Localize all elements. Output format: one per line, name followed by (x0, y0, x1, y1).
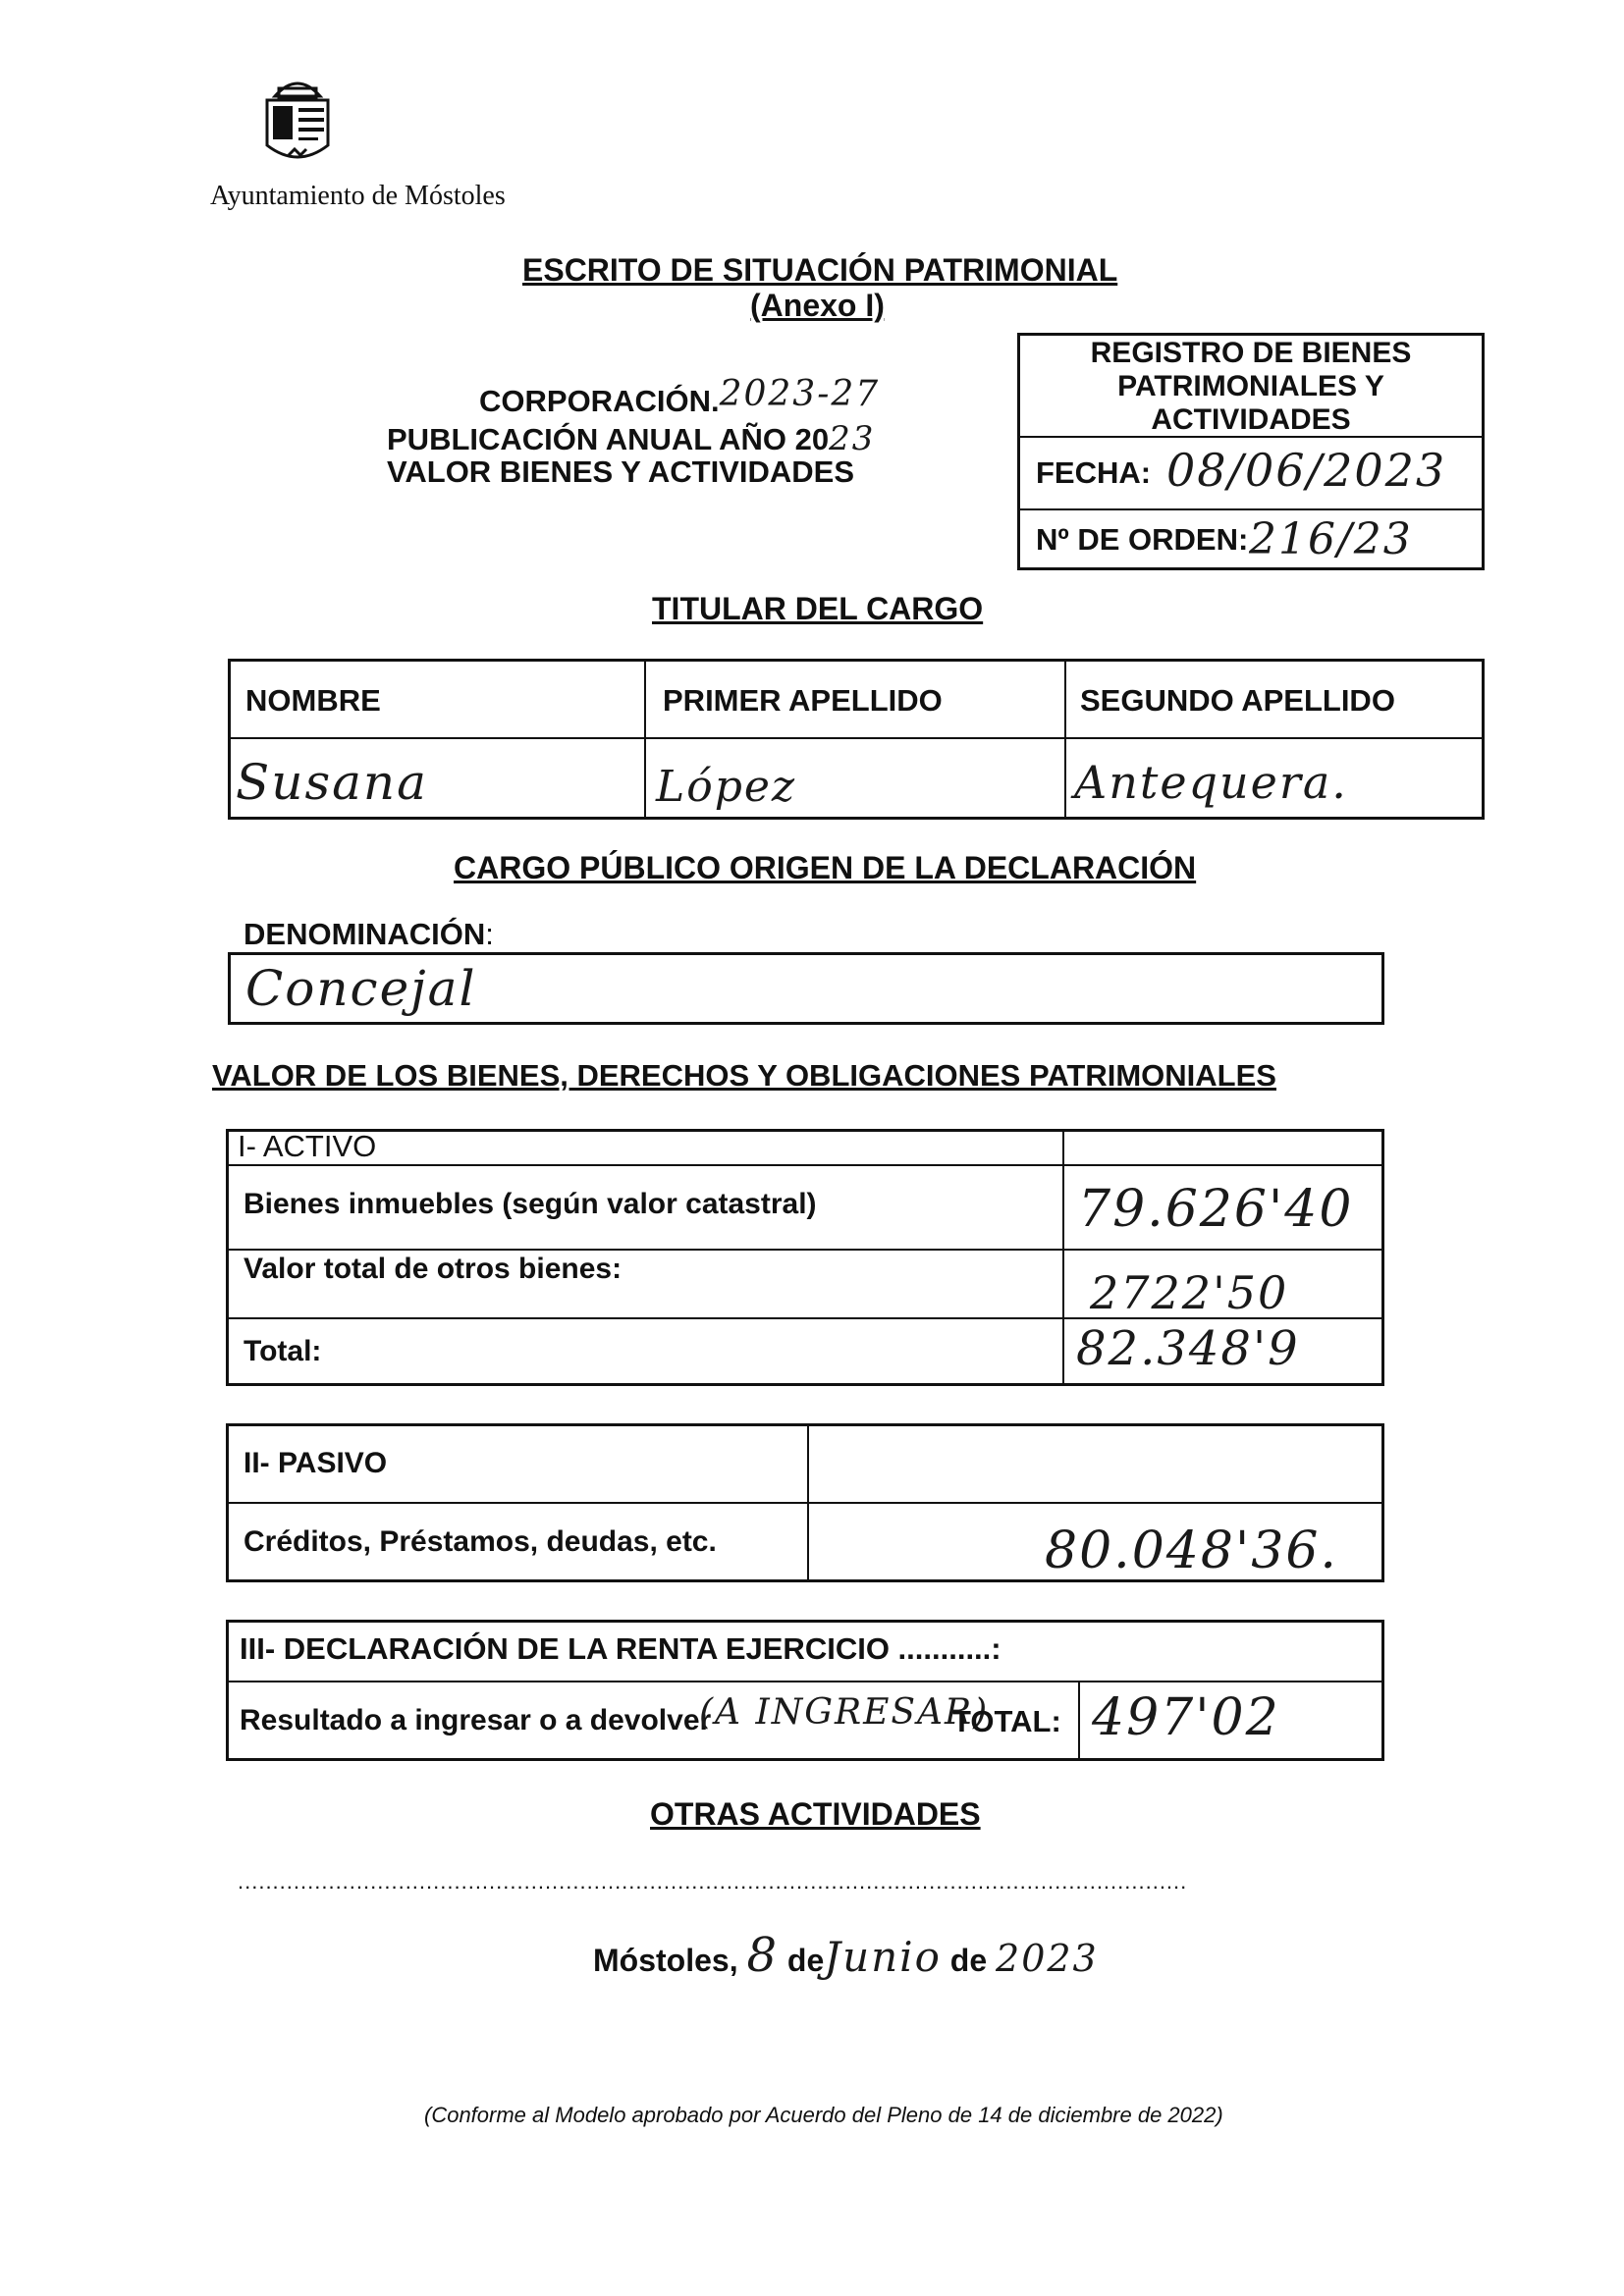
denominacion-value: Concejal (245, 960, 477, 1017)
holder-section-title: TITULAR DEL CARGO (652, 591, 984, 626)
corporation-value: 2023-27 (719, 374, 881, 414)
creditos-value: 80.048'36. (1045, 1522, 1338, 1580)
pasivo-title: II- PASIVO (244, 1447, 388, 1479)
organization-name: Ayuntamiento de Móstoles (210, 181, 506, 211)
signature-de1: de (786, 1943, 825, 1978)
values-section-title: VALOR DE LOS BIENES, DERECHOS Y OBLIGACIONES PATRIMONIALES (212, 1058, 1276, 1093)
total-activo-value: 82.348'9 (1076, 1321, 1300, 1376)
inmuebles-label: Bienes inmuebles (según valor catastral) (244, 1188, 817, 1220)
denominacion-label: DENOMINACIÓN (244, 917, 486, 951)
renta-total-value: 497'02 (1092, 1688, 1280, 1747)
col-primer-apellido: PRIMER APELLIDO (663, 683, 943, 718)
footer-note: (Conforme al Modelo aprobado por Acuerdo del Pleno de 14 de diciembre de 2022) (424, 2103, 1223, 2127)
document-title: ESCRITO DE SITUACIÓN PATRIMONIAL (522, 252, 1118, 288)
office-section-title: CARGO PÚBLICO ORIGEN DE LA DECLARACIÓN (454, 850, 1197, 885)
signature-de2: de (949, 1943, 988, 1978)
publication-year: 23 (829, 419, 876, 458)
registry-title: REGISTRO DE BIENES PATRIMONIALES Y ACTIVIDADES (1090, 337, 1412, 436)
orden-label: Nº DE ORDEN: (1036, 522, 1249, 557)
otros-label: Valor total de otros bienes: (244, 1253, 623, 1285)
other-section-title: OTRAS ACTIVIDADES (650, 1796, 981, 1832)
publication-line (387, 419, 875, 458)
creditos-label: Créditos, Préstamos, deudas, etc. (244, 1525, 717, 1558)
renta-title: III- DECLARACIÓN DE LA RENTA EJERCICIO ...........: (240, 1631, 1001, 1666)
denominacion-line (244, 917, 494, 952)
signature-line (593, 1928, 1099, 1983)
total-activo-label: Total: (244, 1335, 322, 1367)
resultado-note: (A INGRESAR) (699, 1692, 990, 1733)
renta-total-label: TOTAL: (952, 1704, 1061, 1738)
denominacion-colon: : (485, 917, 494, 951)
value-line: VALOR BIENES Y ACTIVIDADES (387, 454, 854, 489)
nombre-value: Susana (236, 754, 428, 811)
resultado-label: Resultado a ingresar o a devolver (240, 1704, 712, 1736)
fecha-label: FECHA: (1036, 455, 1152, 490)
corporation-line (479, 374, 881, 420)
segundo-apellido-value: Antequera. (1074, 756, 1348, 809)
orden-value: 216/23 (1249, 514, 1413, 564)
coat-of-arms-icon (253, 67, 342, 175)
signature-year: 2023 (996, 1937, 1099, 1980)
col-segundo-apellido: SEGUNDO APELLIDO (1080, 683, 1395, 718)
otros-value: 2722'50 (1090, 1266, 1289, 1319)
signature-day: 8 (746, 1928, 780, 1983)
document-subtitle: (Anexo I) (750, 288, 885, 323)
primer-apellido-value: López (656, 762, 797, 812)
signature-place: Móstoles, (593, 1943, 738, 1978)
corporation-label: CORPORACIÓN. (479, 384, 720, 418)
other-dots: ........................................................................................................................................ (238, 1869, 1188, 1894)
inmuebles-value: 79.626'40 (1078, 1180, 1354, 1239)
col-nombre: NOMBRE (245, 683, 381, 718)
signature-month: Junio (824, 1933, 942, 1981)
publication-label: PUBLICACIÓN ANUAL AÑO 20 (387, 422, 830, 456)
activo-title: I- ACTIVO (238, 1129, 377, 1163)
fecha-value: 08/06/2023 (1166, 444, 1447, 497)
